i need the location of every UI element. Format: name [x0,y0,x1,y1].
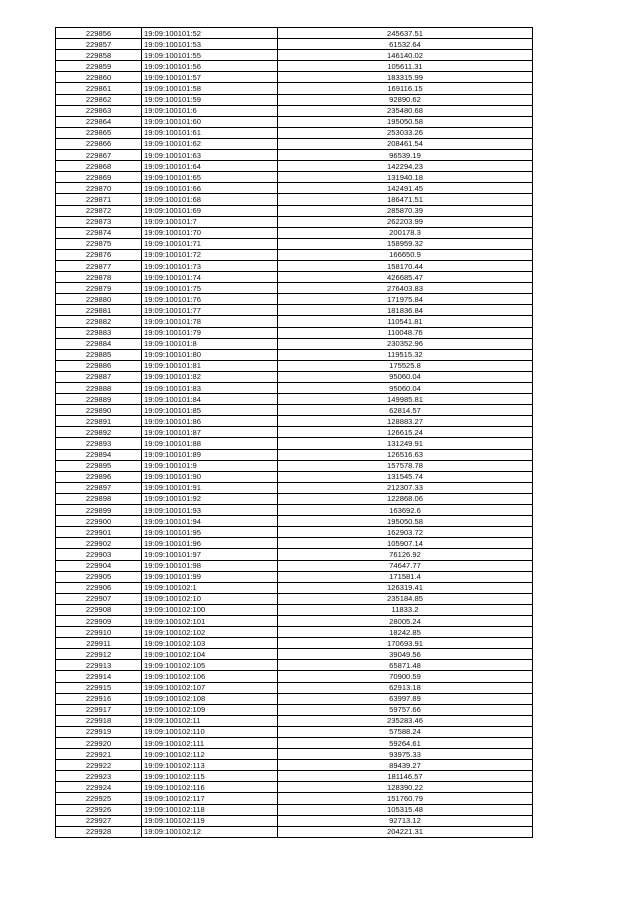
row-id-cell: 229859 [56,61,142,72]
amount-cell: 95060.04 [278,371,533,382]
cadastral-number-cell: 19:09:100101:53 [142,39,278,50]
table-row [56,39,533,50]
table-row [56,138,533,149]
cadastral-number-cell: 19:09:100102:119 [142,815,278,826]
cadastral-number-cell: 19:09:100101:91 [142,482,278,493]
row-id-cell: 229927 [56,815,142,826]
cadastral-number-cell: 19:09:100101:82 [142,371,278,382]
amount-cell: 92713.12 [278,815,533,826]
row-id-cell: 229916 [56,693,142,704]
table-row [56,549,533,560]
cadastral-number-cell: 19:09:100102:102 [142,627,278,638]
table-row [56,61,533,72]
table-row [56,804,533,815]
row-id-cell: 229870 [56,183,142,194]
table-row [56,793,533,804]
row-id-cell: 229885 [56,349,142,360]
cadastral-number-cell: 19:09:100102:113 [142,760,278,771]
amount-cell: 235480.68 [278,105,533,116]
table-row [56,127,533,138]
table-row [56,438,533,449]
row-id-cell: 229899 [56,505,142,516]
row-id-cell: 229926 [56,804,142,815]
row-id-cell: 229894 [56,449,142,460]
cadastral-number-cell: 19:09:100101:63 [142,150,278,161]
amount-cell: 175525.8 [278,360,533,371]
table-row [56,294,533,305]
cadastral-number-cell: 19:09:100102:108 [142,693,278,704]
table-row [56,560,533,571]
data-table [55,27,533,838]
cadastral-number-cell: 19:09:100101:80 [142,349,278,360]
amount-cell: 204221.31 [278,826,533,837]
row-id-cell: 229921 [56,749,142,760]
table-row [56,604,533,615]
row-id-cell: 229890 [56,405,142,416]
amount-cell: 119515.32 [278,349,533,360]
row-id-cell: 229865 [56,127,142,138]
cadastral-number-cell: 19:09:100101:83 [142,383,278,394]
cadastral-number-cell: 19:09:100101:93 [142,505,278,516]
amount-cell: 65871.48 [278,660,533,671]
cadastral-number-cell: 19:09:100101:9 [142,460,278,471]
amount-cell: 162903.72 [278,527,533,538]
amount-cell: 183315.99 [278,72,533,83]
amount-cell: 262203.99 [278,216,533,227]
table-row [56,493,533,504]
table-row [56,216,533,227]
amount-cell: 70900.59 [278,671,533,682]
cadastral-number-cell: 19:09:100102:115 [142,771,278,782]
table-row [56,72,533,83]
row-id-cell: 229863 [56,105,142,116]
cadastral-number-cell: 19:09:100101:85 [142,405,278,416]
cadastral-number-cell: 19:09:100101:86 [142,416,278,427]
cadastral-number-cell: 19:09:100101:76 [142,294,278,305]
row-id-cell: 229873 [56,216,142,227]
row-id-cell: 229893 [56,438,142,449]
amount-cell: 142491.45 [278,183,533,194]
table-row [56,305,533,316]
cadastral-number-cell: 19:09:100102:118 [142,804,278,815]
amount-cell: 96539.19 [278,150,533,161]
amount-cell: 200178.3 [278,227,533,238]
amount-cell: 105907.14 [278,538,533,549]
cadastral-number-cell: 19:09:100101:89 [142,449,278,460]
table-row [56,738,533,749]
cadastral-number-cell: 19:09:100101:59 [142,94,278,105]
cadastral-number-cell: 19:09:100102:12 [142,826,278,837]
table-row [56,715,533,726]
table-row [56,826,533,837]
amount-cell: 126615.24 [278,427,533,438]
table-row [56,682,533,693]
row-id-cell: 229920 [56,738,142,749]
table-row [56,649,533,660]
row-id-cell: 229891 [56,416,142,427]
amount-cell: 62913.18 [278,682,533,693]
table-row [56,615,533,626]
amount-cell: 76126.92 [278,549,533,560]
cadastral-number-cell: 19:09:100101:8 [142,338,278,349]
cadastral-number-cell: 19:09:100102:101 [142,615,278,626]
row-id-cell: 229867 [56,150,142,161]
table-body [56,28,533,838]
row-id-cell: 229889 [56,394,142,405]
row-id-cell: 229877 [56,260,142,271]
amount-cell: 142294.23 [278,161,533,172]
cadastral-number-cell: 19:09:100102:117 [142,793,278,804]
row-id-cell: 229908 [56,604,142,615]
row-id-cell: 229928 [56,826,142,837]
amount-cell: 11833.2 [278,604,533,615]
table-row [56,405,533,416]
cadastral-number-cell: 19:09:100101:78 [142,316,278,327]
amount-cell: 171581.4 [278,571,533,582]
table-row [56,327,533,338]
table-row [56,449,533,460]
cadastral-number-cell: 19:09:100102:103 [142,638,278,649]
amount-cell: 92890.62 [278,94,533,105]
cadastral-number-cell: 19:09:100101:98 [142,560,278,571]
amount-cell: 151760.79 [278,793,533,804]
cadastral-number-cell: 19:09:100101:72 [142,249,278,260]
table-row [56,582,533,593]
table-row [56,704,533,715]
cadastral-number-cell: 19:09:100101:96 [142,538,278,549]
amount-cell: 426685.47 [278,272,533,283]
row-id-cell: 229882 [56,316,142,327]
row-id-cell: 229866 [56,138,142,149]
table-row [56,205,533,216]
cadastral-number-cell: 19:09:100102:105 [142,660,278,671]
cadastral-number-cell: 19:09:100101:57 [142,72,278,83]
amount-cell: 230352.96 [278,338,533,349]
table-row [56,771,533,782]
table-row [56,227,533,238]
amount-cell: 89439.27 [278,760,533,771]
table-row [56,316,533,327]
table-row [56,249,533,260]
amount-cell: 126319.41 [278,582,533,593]
row-id-cell: 229892 [56,427,142,438]
table-row [56,94,533,105]
amount-cell: 245637.51 [278,28,533,39]
cadastral-number-cell: 19:09:100101:87 [142,427,278,438]
row-id-cell: 229925 [56,793,142,804]
row-id-cell: 229857 [56,39,142,50]
row-id-cell: 229905 [56,571,142,582]
amount-cell: 93975.33 [278,749,533,760]
table-row [56,527,533,538]
amount-cell: 131545.74 [278,471,533,482]
table-row [56,283,533,294]
row-id-cell: 229887 [56,371,142,382]
amount-cell: 128883.27 [278,416,533,427]
row-id-cell: 229858 [56,50,142,61]
row-id-cell: 229898 [56,493,142,504]
table-row [56,371,533,382]
cadastral-number-cell: 19:09:100101:69 [142,205,278,216]
cadastral-number-cell: 19:09:100101:75 [142,283,278,294]
table-row [56,338,533,349]
table-row [56,427,533,438]
amount-cell: 276403.83 [278,283,533,294]
table-row [56,660,533,671]
amount-cell: 28005.24 [278,615,533,626]
row-id-cell: 229886 [56,360,142,371]
cadastral-number-cell: 19:09:100102:110 [142,726,278,737]
cadastral-number-cell: 19:09:100101:95 [142,527,278,538]
row-id-cell: 229896 [56,471,142,482]
amount-cell: 59757.66 [278,704,533,715]
row-id-cell: 229878 [56,272,142,283]
row-id-cell: 229860 [56,72,142,83]
cadastral-number-cell: 19:09:100101:88 [142,438,278,449]
cadastral-number-cell: 19:09:100101:58 [142,83,278,94]
cadastral-number-cell: 19:09:100101:68 [142,194,278,205]
row-id-cell: 229862 [56,94,142,105]
table-row [56,416,533,427]
amount-cell: 146140.02 [278,50,533,61]
row-id-cell: 229907 [56,593,142,604]
row-id-cell: 229871 [56,194,142,205]
row-id-cell: 229881 [56,305,142,316]
cadastral-number-cell: 19:09:100102:107 [142,682,278,693]
row-id-cell: 229924 [56,782,142,793]
amount-cell: 122868.06 [278,493,533,504]
amount-cell: 110048.76 [278,327,533,338]
amount-cell: 158959.32 [278,238,533,249]
row-id-cell: 229906 [56,582,142,593]
table-row [56,593,533,604]
row-id-cell: 229874 [56,227,142,238]
amount-cell: 74647.77 [278,560,533,571]
row-id-cell: 229888 [56,383,142,394]
cadastral-number-cell: 19:09:100101:65 [142,172,278,183]
amount-cell: 195050.58 [278,116,533,127]
row-id-cell: 229884 [56,338,142,349]
cadastral-number-cell: 19:09:100102:104 [142,649,278,660]
cadastral-number-cell: 19:09:100101:64 [142,161,278,172]
table-row [56,150,533,161]
amount-cell: 149985.81 [278,394,533,405]
row-id-cell: 229917 [56,704,142,715]
amount-cell: 235184.85 [278,593,533,604]
table-row [56,161,533,172]
table-row [56,83,533,94]
cadastral-number-cell: 19:09:100102:116 [142,782,278,793]
amount-cell: 158170.44 [278,260,533,271]
table-row [56,693,533,704]
cadastral-number-cell: 19:09:100101:94 [142,516,278,527]
table-row [56,28,533,39]
row-id-cell: 229915 [56,682,142,693]
cadastral-number-cell: 19:09:100101:77 [142,305,278,316]
row-id-cell: 229919 [56,726,142,737]
row-id-cell: 229872 [56,205,142,216]
amount-cell: 170693.91 [278,638,533,649]
table-row [56,172,533,183]
amount-cell: 57588.24 [278,726,533,737]
table-row [56,238,533,249]
cadastral-number-cell: 19:09:100101:92 [142,493,278,504]
table-row [56,538,533,549]
row-id-cell: 229875 [56,238,142,249]
cadastral-number-cell: 19:09:100102:109 [142,704,278,715]
amount-cell: 126516.63 [278,449,533,460]
cadastral-number-cell: 19:09:100101:52 [142,28,278,39]
cadastral-number-cell: 19:09:100101:97 [142,549,278,560]
row-id-cell: 229902 [56,538,142,549]
cadastral-number-cell: 19:09:100102:100 [142,604,278,615]
cadastral-number-cell: 19:09:100101:66 [142,183,278,194]
amount-cell: 131940.18 [278,172,533,183]
table-row [56,627,533,638]
row-id-cell: 229922 [56,760,142,771]
table-row [56,760,533,771]
table-row [56,260,533,271]
table-row [56,571,533,582]
table-row [56,482,533,493]
amount-cell: 195050.58 [278,516,533,527]
cadastral-number-cell: 19:09:100101:70 [142,227,278,238]
cadastral-number-cell: 19:09:100102:11 [142,715,278,726]
table-row [56,360,533,371]
amount-cell: 186471.51 [278,194,533,205]
amount-cell: 166650.9 [278,249,533,260]
amount-cell: 163692.6 [278,505,533,516]
row-id-cell: 229904 [56,560,142,571]
amount-cell: 18242.85 [278,627,533,638]
amount-cell: 181146.57 [278,771,533,782]
amount-cell: 62814.57 [278,405,533,416]
cadastral-number-cell: 19:09:100101:81 [142,360,278,371]
row-id-cell: 229910 [56,627,142,638]
cadastral-number-cell: 19:09:100101:55 [142,50,278,61]
amount-cell: 131249.91 [278,438,533,449]
cadastral-number-cell: 19:09:100101:61 [142,127,278,138]
table-row [56,460,533,471]
row-id-cell: 229895 [56,460,142,471]
row-id-cell: 229883 [56,327,142,338]
row-id-cell: 229903 [56,549,142,560]
table-row [56,726,533,737]
amount-cell: 235283.46 [278,715,533,726]
row-id-cell: 229880 [56,294,142,305]
cadastral-number-cell: 19:09:100101:60 [142,116,278,127]
row-id-cell: 229913 [56,660,142,671]
amount-cell: 208461.54 [278,138,533,149]
amount-cell: 212307.33 [278,482,533,493]
table-row [56,105,533,116]
cadastral-number-cell: 19:09:100101:7 [142,216,278,227]
amount-cell: 63997.89 [278,693,533,704]
table-row [56,349,533,360]
table-row [56,183,533,194]
row-id-cell: 229911 [56,638,142,649]
amount-cell: 253033.26 [278,127,533,138]
row-id-cell: 229856 [56,28,142,39]
table-row [56,194,533,205]
row-id-cell: 229918 [56,715,142,726]
table-row [56,50,533,61]
row-id-cell: 229876 [56,249,142,260]
row-id-cell: 229909 [56,615,142,626]
amount-cell: 105315.48 [278,804,533,815]
row-id-cell: 229861 [56,83,142,94]
cadastral-number-cell: 19:09:100101:62 [142,138,278,149]
row-id-cell: 229900 [56,516,142,527]
table-row [56,272,533,283]
amount-cell: 285870.39 [278,205,533,216]
cadastral-number-cell: 19:09:100102:111 [142,738,278,749]
row-id-cell: 229868 [56,161,142,172]
cadastral-number-cell: 19:09:100101:74 [142,272,278,283]
table-row [56,638,533,649]
cadastral-number-cell: 19:09:100101:6 [142,105,278,116]
cadastral-number-cell: 19:09:100101:99 [142,571,278,582]
cadastral-number-cell: 19:09:100102:112 [142,749,278,760]
row-id-cell: 229897 [56,482,142,493]
table-row [56,471,533,482]
cadastral-number-cell: 19:09:100101:90 [142,471,278,482]
table-row [56,394,533,405]
amount-cell: 181836.84 [278,305,533,316]
amount-cell: 105611.31 [278,61,533,72]
row-id-cell: 229869 [56,172,142,183]
amount-cell: 95060.04 [278,383,533,394]
table-row [56,383,533,394]
cadastral-number-cell: 19:09:100101:71 [142,238,278,249]
amount-cell: 169116.15 [278,83,533,94]
amount-cell: 110541.81 [278,316,533,327]
cadastral-number-cell: 19:09:100102:106 [142,671,278,682]
row-id-cell: 229923 [56,771,142,782]
cadastral-number-cell: 19:09:100101:79 [142,327,278,338]
cadastral-number-cell: 19:09:100101:56 [142,61,278,72]
row-id-cell: 229864 [56,116,142,127]
table-row [56,782,533,793]
table-row [56,516,533,527]
table-row [56,749,533,760]
table-row [56,505,533,516]
amount-cell: 39049.56 [278,649,533,660]
row-id-cell: 229879 [56,283,142,294]
amount-cell: 59264.61 [278,738,533,749]
amount-cell: 157578.78 [278,460,533,471]
cadastral-number-cell: 19:09:100102:1 [142,582,278,593]
cadastral-number-cell: 19:09:100102:10 [142,593,278,604]
table-row [56,815,533,826]
amount-cell: 171975.84 [278,294,533,305]
amount-cell: 128390.22 [278,782,533,793]
table-row [56,671,533,682]
row-id-cell: 229901 [56,527,142,538]
cadastral-number-cell: 19:09:100101:84 [142,394,278,405]
row-id-cell: 229914 [56,671,142,682]
cadastral-number-cell: 19:09:100101:73 [142,260,278,271]
row-id-cell: 229912 [56,649,142,660]
amount-cell: 61532.64 [278,39,533,50]
table-row [56,116,533,127]
